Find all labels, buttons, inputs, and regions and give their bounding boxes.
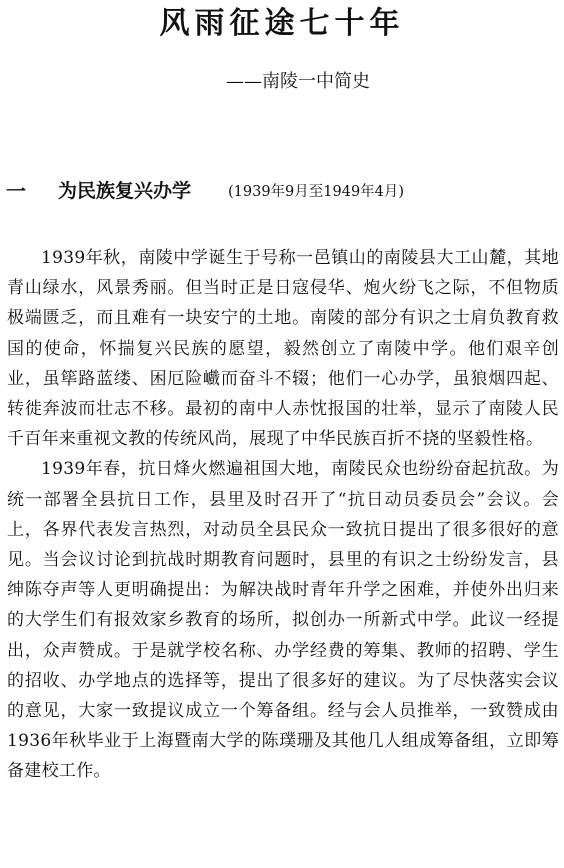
section-title: 为民族复兴办学 bbox=[58, 180, 192, 202]
document-subtitle: ——南陵一中简史 bbox=[226, 71, 370, 92]
section-date-range: (1939年9月至1949年4月) bbox=[228, 184, 405, 200]
body-text bbox=[7, 243, 559, 787]
section-number: 一 bbox=[6, 179, 26, 203]
paragraph-1: 1939年秋，南陵中学诞生于号称一邑镇山的南陵县大工山麓，其地青山绿水，风景秀丽。但当时正是日寇侵华、炮火纷飞之际，不但物质极端匮乏，而且难有一块安宁的土地。南陵的部分有识之士肩负教育救国的使命，怀揣复兴民族的愿望，毅然创立了南陵中学。他们艰辛创业，虽筚路蓝缕、困厄险巇而奋斗不辍；他们一心办学，虽狼烟四起、转徙奔波而壮志不移。最初的南中人赤忱报国的壮举，显示了南陵人民千百年来重视文教的传统风尚，展现了中华民族百折不挠的坚毅性格。 bbox=[7, 248, 559, 450]
document-title: 风雨征途七十年 bbox=[159, 6, 405, 41]
paragraph-2: 1939年春，抗日烽火燃遍祖国大地，南陵民众也纷纷奋起抗敌。为统一部署全县抗日工作，县里及时召开了“抗日动员委员会”会议。会上，各界代表发言热烈，对动员全县民众一致抗日提出了很多很好的意见。当会议讨论到抗战时期教育问题时，县里的有识之士纷纷发言，县绅陈夺声等人更明确提出：为解决战时青年升学之困难，并使外出归来的大学生们有报效家乡教育的场所，拟创办一所新式中学。此议一经提出，众声赞成。于是就学校名称、办学经费的筹集、教师的招聘、学生的招收、办学地点的选择等，提出了很多好的建议。为了尽快落实会议的意见，大家一致提议成立一个筹备组。经与会人员推举，一致赞成由1936年秋毕业于上海暨南大学的陈璞珊及其他几人组成筹备组，立即筹备建校工作。 bbox=[7, 459, 559, 782]
section-heading bbox=[6, 177, 558, 205]
